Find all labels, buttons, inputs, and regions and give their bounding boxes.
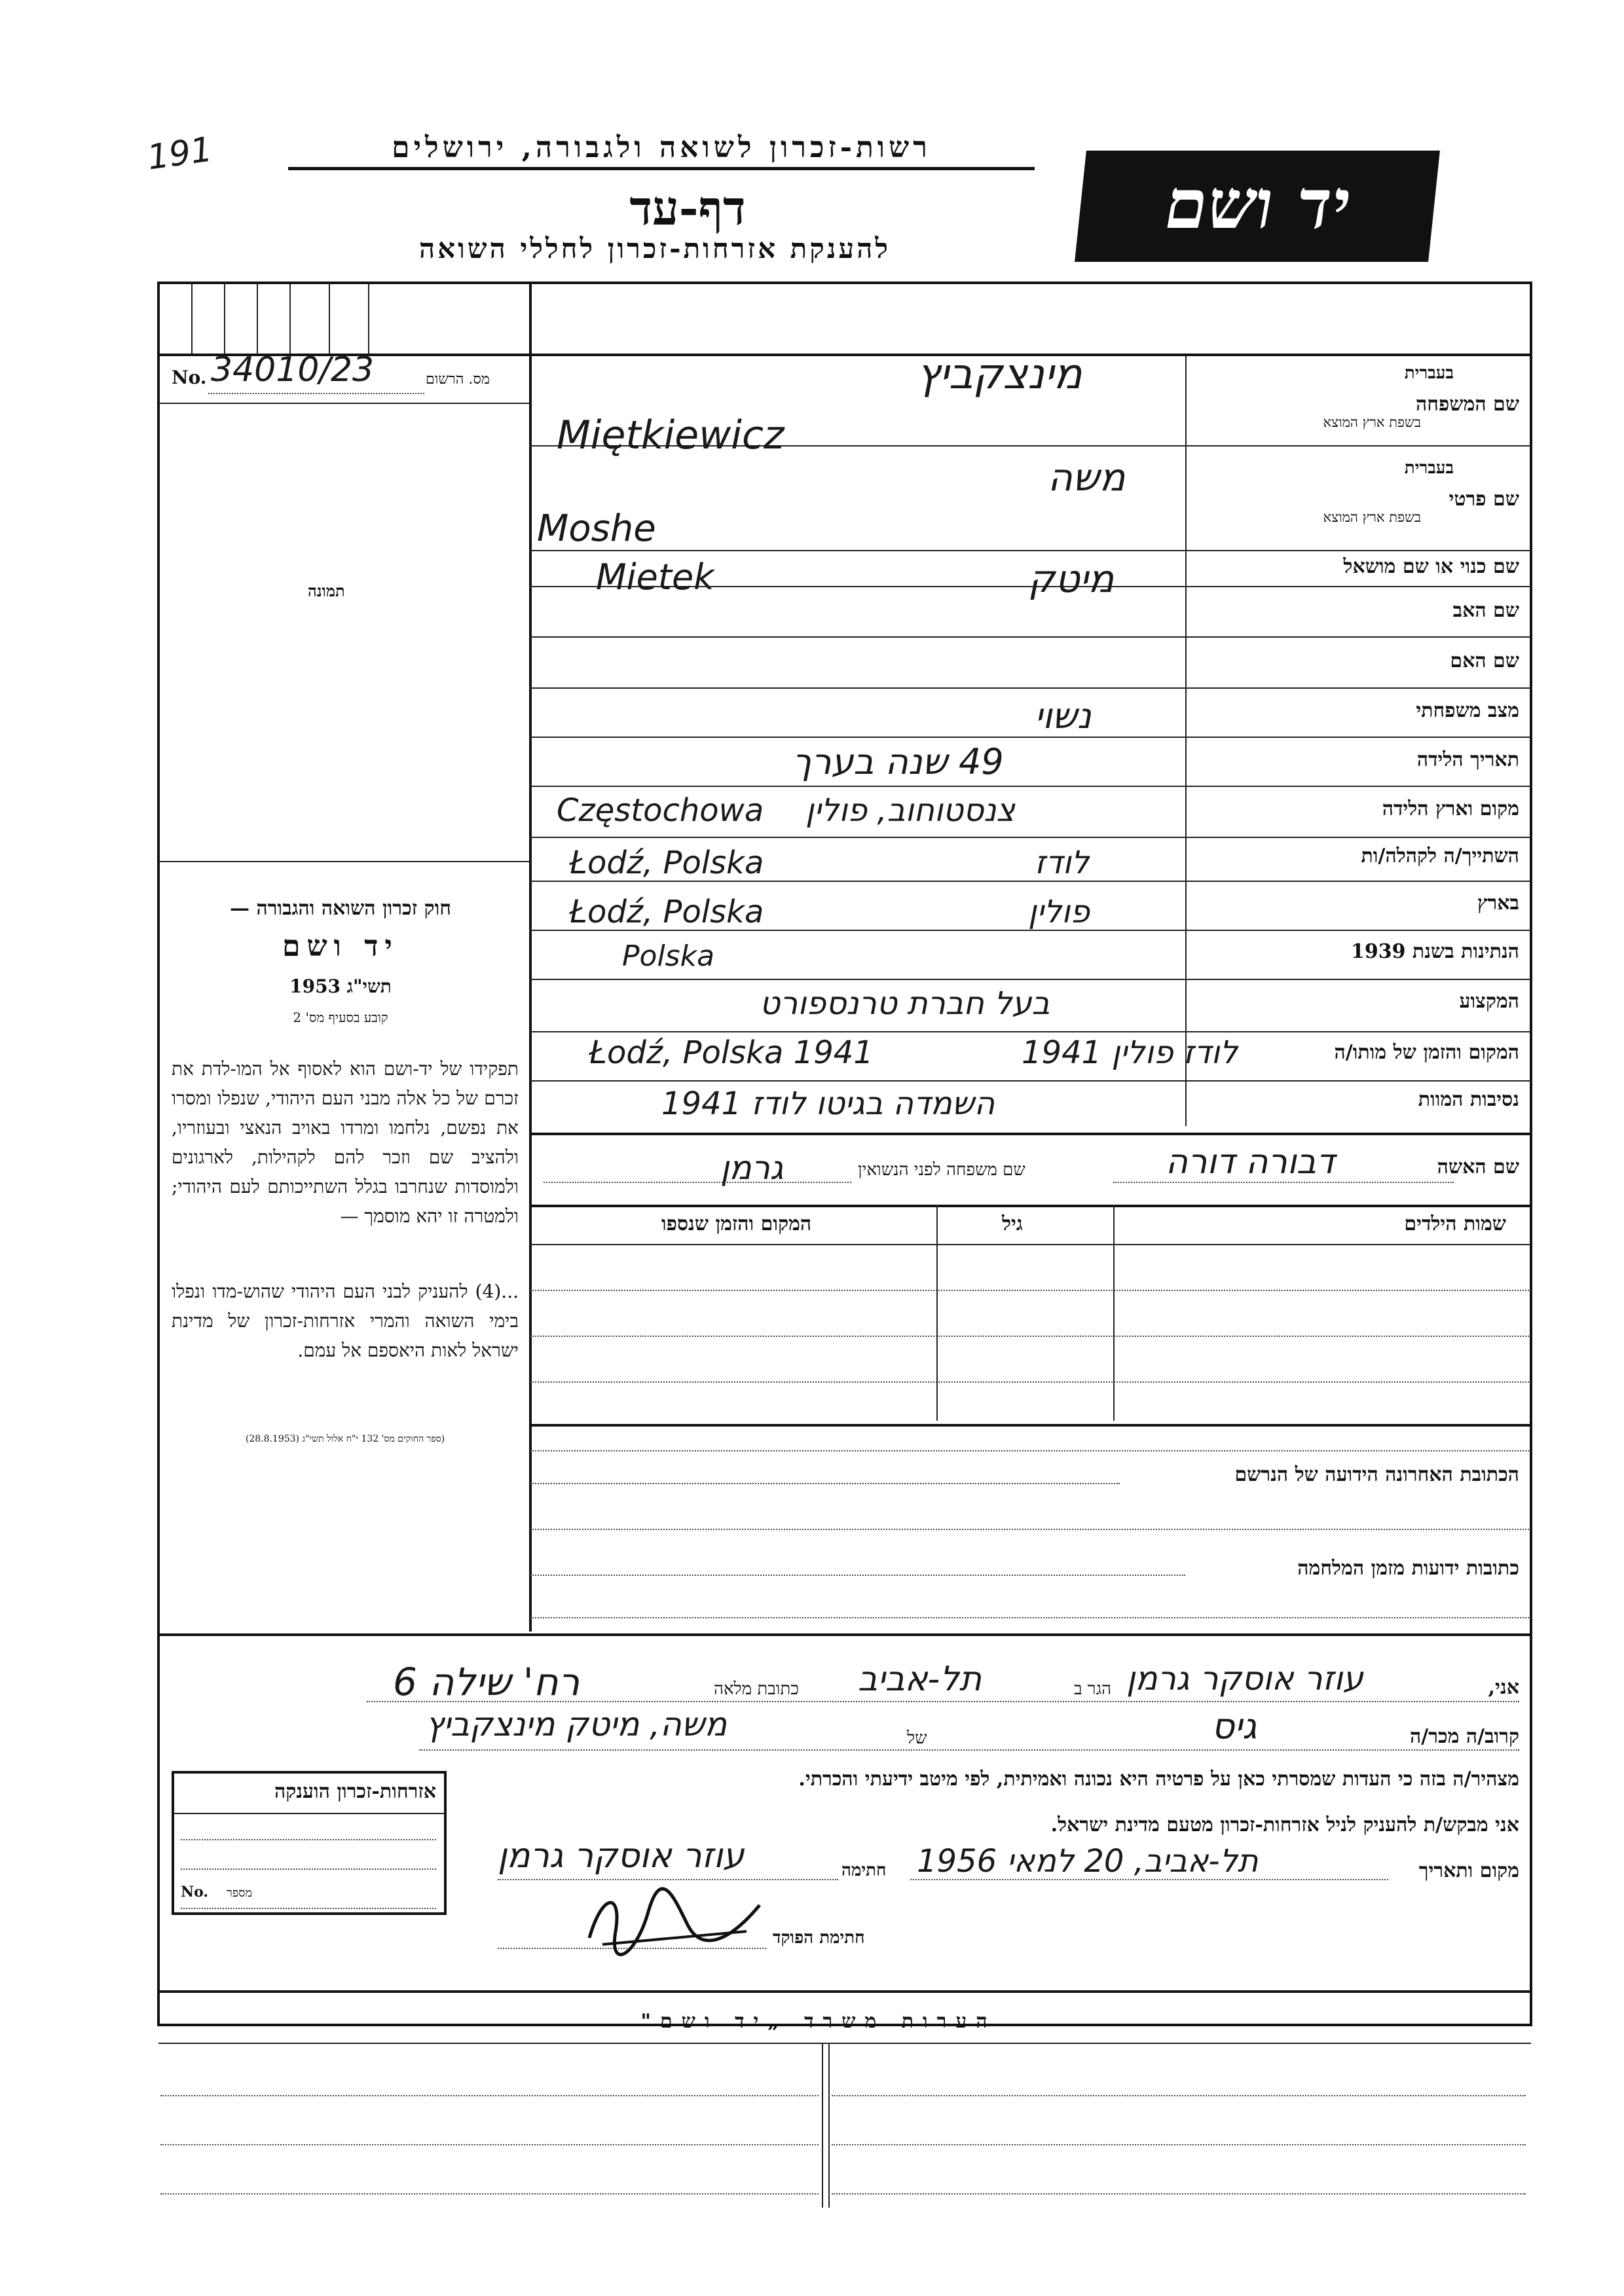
value-place-date: תל-אביב, 20 למאי 1956: [917, 1843, 1259, 1880]
value-marital-status: נשוי: [1035, 695, 1092, 737]
law-text-2: ...(4) להעניק לבני העם היהודי שהוש-מדו ונפלו בימי השואה והמרי אזרחות-זכרון של מדינת ישראל לאות היאספם אל עמם.: [172, 1281, 519, 1361]
citizenship-number-label: מספר: [227, 1886, 253, 1900]
value-address: רח' שילה 6: [393, 1660, 580, 1704]
value-family-name-hebrew: מינצקביץ: [917, 350, 1082, 399]
label-father: שם האב: [1452, 599, 1519, 622]
label-death-place-time: המקום והזמן של מותו/ה: [1334, 1041, 1519, 1064]
label-first-name-origin: בשפת ארץ המוצא: [1323, 509, 1421, 525]
value-citizenship-1939: Polska: [622, 939, 715, 973]
label-birth-place: מקום וארץ הלידה: [1382, 797, 1519, 820]
value-family-name-origin: Miętkiewicz: [557, 412, 784, 458]
stamp-number: 191: [145, 130, 215, 178]
label-of: של: [907, 1728, 927, 1748]
label-community: השתייך/ה לקהלה/ות: [1361, 845, 1519, 867]
value-city: תל-אביב: [858, 1660, 982, 1699]
label-marital-status: מצב משפחתי: [1416, 699, 1519, 722]
label-family-name-hebrew: בעברית: [1404, 363, 1454, 383]
label-resides: הגר ב: [1074, 1679, 1112, 1699]
label-wife: שם האשה: [1437, 1156, 1519, 1178]
office-notes-title: הערות משרד „יד ושם": [640, 2010, 997, 2033]
law-name: יד ושם: [282, 930, 399, 963]
citizenship-box: [172, 1771, 447, 1915]
citizenship-no-label: No.: [181, 1884, 209, 1901]
label-mother: שם האם: [1450, 649, 1519, 672]
label-family-name-text: שם המשפחה: [1415, 393, 1519, 416]
value-wife: דבורה דורה: [1166, 1142, 1335, 1182]
value-nickname-hebrew: מיטק: [1028, 556, 1115, 601]
label-signature: חתימה: [841, 1861, 887, 1880]
law-year: תשי"ג 1953: [289, 975, 392, 997]
label-last-address: הכתובת האחרונה הידועה של הנרשם: [1234, 1463, 1519, 1486]
value-country: פולין: [1028, 894, 1090, 930]
logo-text: יד ושם: [1165, 164, 1350, 244]
value-declarant-name: עוזר אוסקר גרמן: [1126, 1660, 1363, 1698]
label-profession: המקצוע: [1459, 990, 1519, 1013]
value-relation: גיס: [1211, 1705, 1257, 1747]
reg-no-value: 34010/23: [211, 350, 375, 390]
request-text: אני מבקש/ת להעניק לניל אזרחות-זכרון מטעם מדינת ישראל.: [1050, 1813, 1519, 1836]
label-relation: קרוב/ה מכר/ה: [1410, 1725, 1519, 1748]
value-birth-date: 49 שנה בערך: [792, 741, 1004, 782]
law-source: (ספר החוקים מס' 132 י"ח אלול תשי"ג (28.8.1953): [245, 1434, 445, 1444]
reg-no-hebrew-label: מס. הרשום: [426, 371, 490, 388]
label-country: בארץ: [1477, 892, 1519, 915]
yad-vashem-logo: [1075, 151, 1440, 262]
citizenship-box-title: אזרחות-זכרון הוענקה: [274, 1780, 436, 1803]
value-profession: בעל חברת טרנספורט: [760, 985, 1050, 1022]
label-maiden-name: שם משפחה לפני הנשואין: [858, 1160, 1025, 1180]
value-death-circumstances: השמדה בגיטו לודז 1941: [661, 1085, 995, 1122]
label-family-name-origin: בשפת ארץ המוצא: [1323, 414, 1421, 430]
photo-label: תמונה: [308, 581, 345, 600]
reg-no-label: No.: [172, 367, 207, 388]
children-header-place-time: המקום והזמן שנספו: [661, 1212, 812, 1235]
label-first-name-text: שם פרטי: [1449, 488, 1519, 511]
label-wartime-addresses: כתובות ידועות מזמן המלחמה: [1297, 1557, 1519, 1580]
label-birth-date: תאריך הלידה: [1416, 748, 1519, 771]
value-community: לודז: [1035, 845, 1090, 881]
value-birth-place: צנסטוחוב, פולין: [805, 792, 1015, 829]
value-first-name-hebrew: משה: [1048, 455, 1126, 500]
label-first-name-hebrew: בעברית: [1404, 458, 1454, 478]
value-death-place-origin: Łodź, Polska 1941: [589, 1034, 874, 1071]
value-country-origin: Łodź, Polska: [570, 894, 764, 930]
form-subtitle: להענקת אזרחות-זכרון לחללי השואה: [418, 232, 891, 264]
label-death-circumstances: נסיבות המוות: [1418, 1088, 1519, 1111]
label-ani: אני,: [1488, 1676, 1519, 1699]
children-header-age: גיל: [1002, 1212, 1023, 1235]
value-birth-place-origin: Częstochowa: [557, 792, 764, 829]
label-nickname: שם כנוי או שם מושאל: [1343, 555, 1519, 578]
form-title: דף-עד: [629, 180, 746, 236]
label-place-date: מקום ותאריך: [1418, 1859, 1519, 1882]
label-official-signature: חתימת הפוקד: [773, 1928, 865, 1948]
value-signature: עוזר אוסקר גרמן: [498, 1836, 745, 1876]
value-death-place-hebrew: לודז פולין 1941: [1022, 1034, 1238, 1071]
official-signature-scribble: [576, 1886, 773, 1964]
declaration-text: מצהיר/ה בזה כי העדות שמסרתי כאן על פרטיה היא נכונה ואמיתית, לפי מיטב ידיעתי והכרתי.: [798, 1768, 1519, 1791]
value-maiden-name: גרמן: [720, 1149, 784, 1187]
label-full-address: כתובת מלאה: [714, 1679, 799, 1699]
children-header-names: שמות הילדים: [1404, 1212, 1506, 1235]
value-of: משה, מיטק מינצקביץ: [426, 1705, 728, 1743]
law-clause: קובע בסעיף מס' 2: [293, 1010, 388, 1025]
law-title: חוק זכרון השואה והגבורה —: [230, 897, 451, 920]
law-text-1: תפקידו של יד-ושם הוא לאסוף אל המו-לדת את זכרם של כל אלה מבני העם היהודי, שנפלו ומסרו את נפשם, נלחמו ומרדו באויב הנאצי ובעוזריו, ולהציב שם וזכר להם לקהילות, לארגונים ולמוסדות שנחרבו בגלל השתייכותם לעם היהודי; ולמטרה זו יהא מוסמך —: [172, 1058, 519, 1227]
label-citizenship-1939: הנתינות בשנת 1939: [1350, 940, 1519, 963]
value-first-name-origin: Moshe: [537, 507, 656, 550]
authority-name: רשות-זכרון לשואה ולגבורה, ירושלים: [288, 131, 1035, 170]
value-community-origin: Łodź, Polska: [570, 845, 764, 881]
value-nickname-origin: Mietek: [596, 556, 714, 598]
tick-boxes: [158, 284, 529, 354]
